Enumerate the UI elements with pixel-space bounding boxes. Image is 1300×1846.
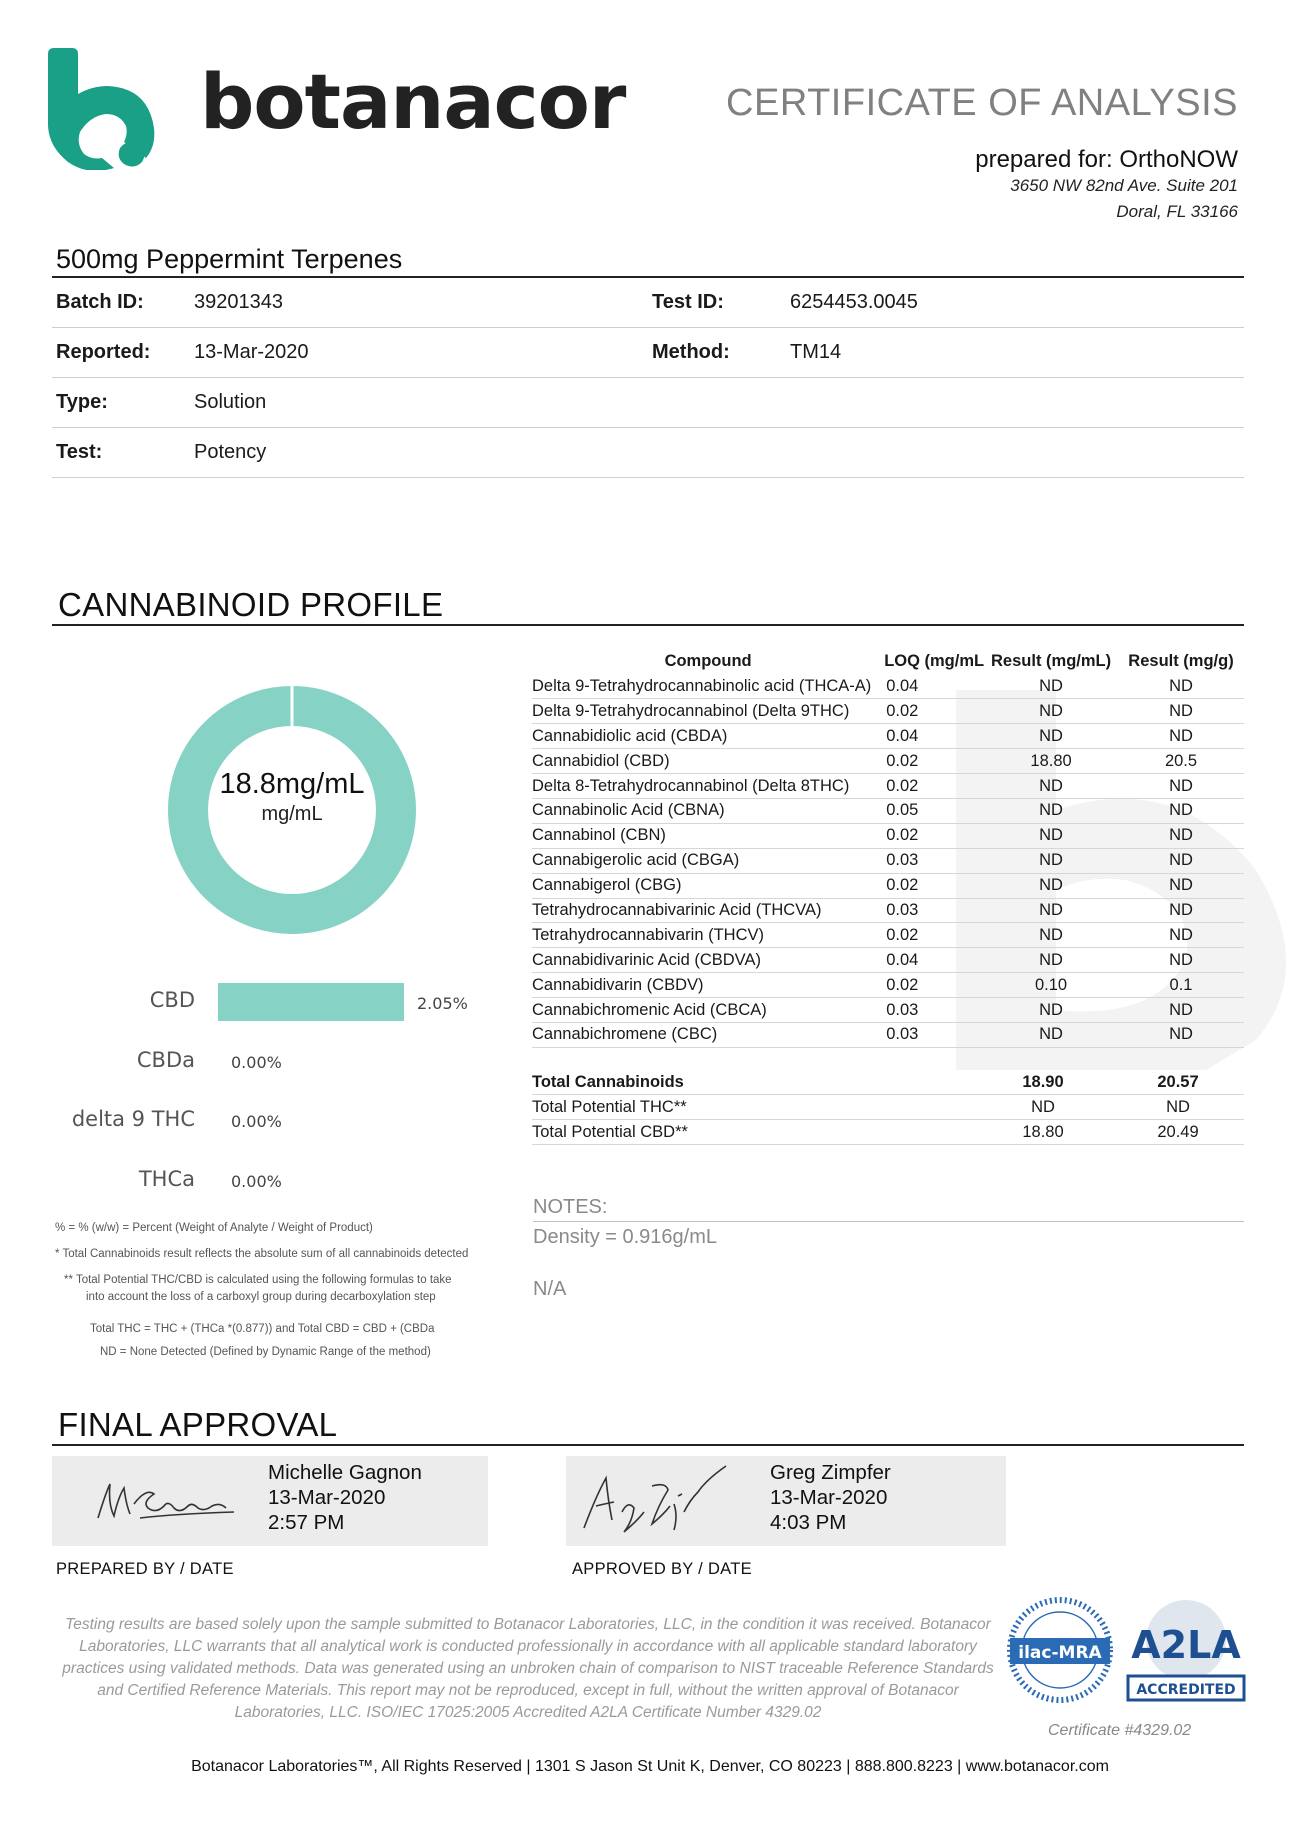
result-mgg: ND: [1118, 923, 1244, 948]
info-row: [52, 428, 1244, 478]
table-row: [532, 699, 1244, 724]
ilac-label: ilac-MRA: [1018, 1643, 1102, 1663]
compound-name: Delta 9-Tetrahydrocannabinolic acid (THCA-A): [532, 674, 884, 699]
preparer-name: Michelle Gagnon: [268, 1461, 422, 1484]
approved-by-label: APPROVED BY / DATE: [572, 1560, 752, 1578]
loq-value: 0.02: [884, 774, 984, 799]
approved-signature: [566, 1456, 766, 1546]
loq-value: 0.05: [884, 798, 984, 823]
table-row: [532, 674, 1244, 699]
column-header: LOQ (mg/mL: [884, 651, 985, 670]
result-mgg: ND: [1118, 724, 1244, 749]
result-mgml: ND: [984, 923, 1118, 948]
compound-name: Cannabidiol (CBD): [532, 749, 884, 774]
info-value: 6254453.0045: [790, 291, 918, 313]
column-header: Result (mg/mL): [991, 651, 1112, 670]
spacer: [888, 1070, 974, 1095]
table-row: [532, 998, 1244, 1023]
info-label: Method:: [652, 341, 730, 363]
result-mgml: ND: [984, 674, 1118, 699]
result-mgml: ND: [984, 699, 1118, 724]
compound-name: Delta 8-Tetrahydrocannabinol (Delta 8THC): [532, 774, 884, 799]
bar-label: delta 9 THC: [71, 1107, 195, 1131]
result-mgml: ND: [984, 873, 1118, 898]
bar-percent: 0.00%: [231, 1172, 282, 1191]
approver-time: 4:03 PM: [770, 1511, 847, 1534]
info-row: [52, 278, 1244, 328]
result-mgg: ND: [1118, 699, 1244, 724]
loq-value: 0.04: [884, 724, 984, 749]
loq-value: 0.03: [884, 848, 984, 873]
result-mgml: 0.10: [984, 973, 1118, 998]
result-mgg: 0.1: [1118, 973, 1244, 998]
approver-date: 13-Mar-2020: [770, 1486, 888, 1509]
ilac-mra-badge-icon: [1006, 1592, 1114, 1710]
result-mgg: ND: [1118, 948, 1244, 973]
result-mgg: ND: [1118, 873, 1244, 898]
loq-value: 0.04: [884, 674, 984, 699]
result-mgml: ND: [984, 998, 1118, 1023]
compound-name: Cannabidivarin (CBDV): [532, 973, 884, 998]
total-mgg: ND: [1112, 1095, 1244, 1120]
totals-row: [532, 1120, 1244, 1145]
table-row: [532, 948, 1244, 973]
compounds-table: [532, 648, 1244, 1048]
info-label: Type:: [56, 391, 108, 413]
table-row: [532, 898, 1244, 923]
prepared-signature-box: [52, 1456, 488, 1546]
footnote: % = % (w/w) = Percent (Weight of Analyte / Weight of Product): [55, 1222, 373, 1234]
table-row: [532, 749, 1244, 774]
total-label: Total Cannabinoids: [532, 1070, 888, 1095]
result-mgml: ND: [984, 898, 1118, 923]
notes-body: N/A: [533, 1278, 567, 1300]
prepared-signature: [84, 1474, 264, 1530]
info-label: Test:: [56, 441, 103, 463]
total-mgg: 20.57: [1112, 1070, 1244, 1095]
approver-name: Greg Zimpfer: [770, 1461, 891, 1484]
result-mgml: ND: [984, 848, 1118, 873]
loq-value: 0.03: [884, 898, 984, 923]
info-label: Batch ID:: [56, 291, 144, 313]
divider: [52, 624, 1244, 626]
bar-label: CBD: [149, 988, 195, 1012]
divider: [533, 1221, 1244, 1222]
compound-name: Cannabigerolic acid (CBGA): [532, 848, 884, 873]
density-note: Density = 0.916g/mL: [533, 1226, 717, 1248]
compound-name: Tetrahydrocannabivarinic Acid (THCVA): [532, 898, 884, 923]
loq-value: 0.03: [884, 998, 984, 1023]
footnote: ND = None Detected (Defined by Dynamic Range of the method): [100, 1346, 431, 1358]
divider: [52, 1444, 1244, 1446]
result-mgml: ND: [984, 823, 1118, 848]
spacer: [888, 1120, 974, 1145]
result-mgml: ND: [984, 724, 1118, 749]
result-mgg: ND: [1118, 1022, 1244, 1047]
info-label: Reported:: [56, 341, 151, 363]
table-row: [532, 798, 1244, 823]
total-mgml: 18.80: [974, 1120, 1112, 1145]
section-title-approval: FINAL APPROVAL: [58, 1406, 338, 1443]
total-mgml: 18.90: [974, 1070, 1112, 1095]
table-row: [532, 973, 1244, 998]
approved-signature-box: [566, 1456, 1006, 1546]
table-header-row: [532, 648, 1244, 674]
donut-total-value: 18.8mg/mL: [219, 768, 365, 800]
disclaimer-text: Testing results are based solely upon the sample submitted to Botanacor Laboratories, LLC, in the condition it was received. Botanacor Laboratories, LLC warrants that all analytical work is conducted professionally in accordance with all applicable standard laboratory practices using validated methods. Data was generated using an unbroken chain of comparison to NIST traceable Reference Standards and Certified Reference Materials. This report may not be reproduced, except in full, without the written approval of Botanacor Laboratories, LLC. ISO/IEC 17025:2005 Accredited A2LA Certificate Number 4329.02: [62, 1616, 994, 1721]
footnote: * Total Cannabinoids result reflects the absolute sum of all cannabinoids detected: [55, 1248, 469, 1260]
result-mgg: ND: [1118, 998, 1244, 1023]
compound-name: Cannabinolic Acid (CBNA): [532, 798, 884, 823]
bar-percent: 0.00%: [231, 1112, 282, 1131]
bar-percent: 0.00%: [231, 1053, 282, 1072]
info-value: 13-Mar-2020: [194, 341, 309, 363]
prepared-by-label: PREPARED BY / DATE: [56, 1560, 234, 1578]
certificate-number: Certificate #4329.02: [1048, 1722, 1192, 1739]
a2la-accredited-badge-icon: [1124, 1600, 1248, 1704]
total-label: Total Potential THC**: [532, 1095, 888, 1120]
table-row: [532, 774, 1244, 799]
column-header: Compound: [664, 651, 752, 670]
compound-name: Cannabichromene (CBC): [532, 1022, 884, 1047]
info-label: Test ID:: [652, 291, 724, 313]
info-row: [52, 378, 1244, 428]
table-row: [532, 1022, 1244, 1047]
result-mgg: ND: [1118, 674, 1244, 699]
result-mgg: 20.5: [1118, 749, 1244, 774]
total-mgg: 20.49: [1112, 1120, 1244, 1145]
footnote: Total THC = THC + (THCa *(0.877)) and Total CBD = CBD + (CBDa: [90, 1323, 435, 1335]
result-mgml: ND: [984, 948, 1118, 973]
document-title: CERTIFICATE OF ANALYSIS: [726, 82, 1238, 124]
prepared-for: prepared for: OrthoNOW: [975, 146, 1238, 173]
loq-value: 0.02: [884, 749, 984, 774]
table-row: [532, 823, 1244, 848]
footnote: ** Total Potential THC/CBD is calculated using the following formulas to take: [64, 1274, 452, 1286]
brand-name: botanacor: [200, 57, 626, 146]
result-mgg: ND: [1118, 898, 1244, 923]
bar-fill-cbd: [218, 983, 404, 1021]
info-value: Potency: [194, 441, 267, 463]
botanacor-logo-icon: [48, 48, 160, 170]
compound-name: Delta 9-Tetrahydrocannabinol (Delta 9THC): [532, 699, 884, 724]
client-address-line1: 3650 NW 82nd Ave. Suite 201: [1010, 176, 1238, 195]
totals-row: [532, 1095, 1244, 1120]
a2la-label: A2LA: [1131, 1623, 1241, 1667]
loq-value: 0.03: [884, 1022, 984, 1047]
donut-unit: mg/mL: [261, 803, 323, 825]
accredited-label: ACCREDITED: [1136, 1682, 1236, 1698]
bar-label: CBDa: [136, 1048, 195, 1072]
preparer-time: 2:57 PM: [268, 1511, 345, 1534]
info-value: Solution: [194, 391, 267, 413]
result-mgg: ND: [1118, 774, 1244, 799]
column-header: Result (mg/g): [1128, 651, 1234, 670]
bar-label: THCa: [138, 1167, 195, 1191]
result-mgg: ND: [1118, 823, 1244, 848]
result-mgml: 18.80: [984, 749, 1118, 774]
loq-value: 0.04: [884, 948, 984, 973]
loq-value: 0.02: [884, 973, 984, 998]
table-row: [532, 923, 1244, 948]
info-row: [52, 328, 1244, 378]
totals-table: [532, 1070, 1244, 1145]
compound-name: Cannabidivarinic Acid (CBDVA): [532, 948, 884, 973]
total-mgml: ND: [974, 1095, 1112, 1120]
loq-value: 0.02: [884, 873, 984, 898]
loq-value: 0.02: [884, 923, 984, 948]
table-row: [532, 848, 1244, 873]
page-footer: Botanacor Laboratories™, All Rights Reserved | 1301 S Jason St Unit K, Denver, CO 80223 | 888.800.8223 | www.botanacor.com: [191, 1758, 1109, 1775]
notes-title: NOTES:: [533, 1196, 608, 1218]
compound-name: Cannabidiolic acid (CBDA): [532, 724, 884, 749]
preparer-date: 13-Mar-2020: [268, 1486, 386, 1509]
totals-row: [532, 1070, 1244, 1095]
table-row: [532, 873, 1244, 898]
spacer: [888, 1095, 974, 1120]
compound-name: Cannabinol (CBN): [532, 823, 884, 848]
compound-name: Cannabigerol (CBG): [532, 873, 884, 898]
bar-percent: 2.05%: [417, 994, 468, 1013]
footnote: into account the loss of a carboxyl group during decarboxylation step: [86, 1291, 436, 1303]
info-value: TM14: [790, 341, 842, 363]
table-row: [532, 724, 1244, 749]
info-value: 39201343: [194, 291, 283, 313]
result-mgg: ND: [1118, 798, 1244, 823]
compound-name: Tetrahydrocannabivarin (THCV): [532, 923, 884, 948]
loq-value: 0.02: [884, 699, 984, 724]
compound-name: Cannabichromenic Acid (CBCA): [532, 998, 884, 1023]
result-mgml: ND: [984, 798, 1118, 823]
result-mgml: ND: [984, 774, 1118, 799]
product-name: 500mg Peppermint Terpenes: [56, 244, 403, 274]
section-title-profile: CANNABINOID PROFILE: [58, 586, 444, 623]
result-mgml: ND: [984, 1022, 1118, 1047]
loq-value: 0.02: [884, 823, 984, 848]
result-mgg: ND: [1118, 848, 1244, 873]
total-label: Total Potential CBD**: [532, 1120, 888, 1145]
client-address-line2: Doral, FL 33166: [1116, 202, 1238, 221]
